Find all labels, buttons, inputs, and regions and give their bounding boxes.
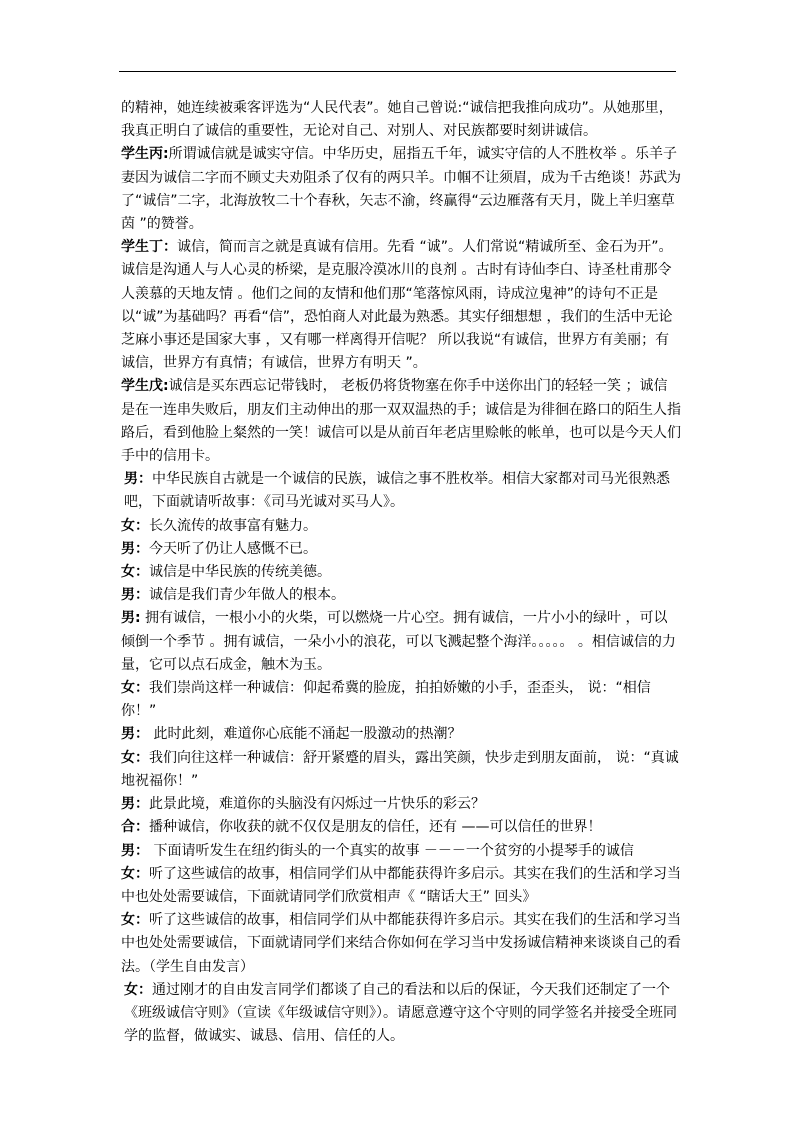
- paragraph: [121, 863, 681, 909]
- speaker-label: 男：: [121, 540, 149, 557]
- paragraph-text: 我们崇尚这样一种诚信：仰起希冀的脸庞，拍拍娇嫩的小手，歪歪头， 说：“相信你！”: [121, 680, 651, 720]
- speaker-label: 女：: [121, 564, 149, 581]
- paragraph: [121, 677, 681, 723]
- header-rule: [119, 71, 676, 72]
- paragraph: [121, 236, 681, 375]
- paragraph-text: 诚信，简而言之就是真诚有信用。先看 “诚”。人们常说“精诚所至、金石为开”。诚信是沟通人与人心灵的桥梁，是克服冷漠冰川的良剂 。古时有诗仙李白、诗圣杜甫那令人羡慕的天地友情 。他们之间的友情和他们那“笔落惊风雨，诗成泣鬼神”的诗句不正是以“诚”为基础吗？再看“信”，恐怕商人对此最为熟悉。其实仔细想想 ，我们的生活中无论芝麻小事还是国家大事 ，又有哪一样离得开信呢？ 所以我说“有诚信，世界方有美丽；有诚信，世界方有真情；有诚信，世界方有明天 ”。: [121, 239, 673, 372]
- paragraph-text: 长久流传的故事富有魅力。: [149, 517, 317, 534]
- paragraph-text: 通过刚才的自由发言同学们都谈了自己的看法和以后的保证，今天我们还制定了一个《班级诚信守则》（宣读《年级诚信守则》）。请愿意遵守这个守则的同学签名并接受全班同学的监督，做诚实、诚恳、信用、信任的人。: [124, 981, 677, 1045]
- speaker-label: 学生丙:: [121, 146, 169, 163]
- paragraph-text: 听了这些诚信的故事，相信同学们从中都能获得许多启示。其实在我们的生活和学习当中也处处需要诚信，下面就请同学们欣赏相声《 “瞎话大王” 回头》: [121, 865, 681, 905]
- paragraph-text: 所谓诚信就是诚实守信。中华历史，屈指五千年，诚实守信的人不胜枚举 。乐羊子妻因为诚信二字而不顾丈夫劝阻杀了仅有的两只羊。巾帼不让须眉，成为千古绝谈！苏武为了“诚信”二字，北海放牧二十个春秋，矢志不渝，终赢得“云边雁落有天月，陇上羊归塞草茵 ”的赞誉。: [121, 146, 681, 233]
- paragraph: [121, 561, 681, 584]
- paragraph: [121, 979, 681, 1049]
- speaker-label: 女：: [121, 680, 149, 697]
- speaker-label: 学生戊:: [121, 378, 169, 395]
- speaker-label: 男：: [121, 842, 149, 859]
- paragraph: [121, 607, 681, 677]
- paragraph: [121, 816, 681, 839]
- paragraph-text: 听了这些诚信的故事，相信同学们从中都能获得许多启示。其实在我们的生活和学习当中也处处需要诚信，下面就请同学们来结合你如何在学习当中发扬诚信精神来谈谈自己的看法。（学生自由发言）: [121, 912, 681, 975]
- paragraph: [121, 143, 681, 236]
- paragraph: [121, 97, 681, 143]
- paragraph: [121, 747, 681, 793]
- speaker-label: 女：: [121, 912, 149, 929]
- speaker-label: 女：: [121, 749, 149, 766]
- speaker-label: 男：: [121, 796, 149, 813]
- paragraph-text: 播种诚信，你收获的就不仅仅是朋友的信任，还有 ——可以信任的世界！: [149, 819, 602, 836]
- paragraph: [121, 375, 681, 468]
- paragraph-text: 此景此境，难道你的头脑没有闪烁过一片快乐的彩云？: [149, 796, 485, 813]
- paragraph: [121, 840, 681, 863]
- paragraph: [121, 723, 681, 746]
- paragraph: [121, 538, 681, 561]
- speaker-label: 男:: [121, 610, 141, 627]
- speaker-label: 男：: [124, 471, 152, 488]
- paragraph: [121, 793, 681, 816]
- speaker-label: 女：: [121, 517, 149, 534]
- paragraph: [121, 909, 681, 979]
- paragraph-text: 此时此刻，难道你心底能不涌起一股激动的热潮？: [149, 726, 462, 743]
- paragraph-text: 诚信是中华民族的传统美德。: [149, 564, 331, 581]
- paragraph: [121, 468, 681, 514]
- paragraph-text: 今天听了仍让人感慨不已。: [149, 540, 317, 557]
- speaker-label: 学生丁：: [121, 239, 177, 256]
- paragraph-text: 中华民族自古就是一个诚信的民族，诚信之事不胜枚举。相信大家都对司马光很熟悉吧，下面就请听故事：《司马光诚对买马人》。: [124, 471, 670, 511]
- speaker-label: 男：: [121, 726, 149, 743]
- paragraph-text: 拥有诚信，一根小小的火柴，可以燃烧一片心空。拥有诚信，一片小小的绿叶 ，可以倾倒一个季节 。拥有诚信，一朵小小的浪花，可以飞溅起整个海洋。。。。。 。相信诚信的力量，它可以点石成金，触木为玉。: [121, 610, 676, 673]
- paragraph: [121, 515, 681, 538]
- paragraph: [121, 584, 681, 607]
- paragraph-text: 下面请听发生在纽约街头的一个真实的故事 －－－一个贫穷的小提琴手的诚信: [149, 842, 634, 859]
- paragraph-text: 诚信是我们青少年做人的根本。: [149, 587, 345, 604]
- speaker-label: 合：: [121, 819, 149, 836]
- speaker-label: 女：: [124, 981, 152, 998]
- paragraph-text: 诚信是买东西忘记带钱时， 老板仍将货物塞在你手中送你出门的轻轻一笑 ；诚信是在一连串失败后，朋友们主动伸出的那一双双温热的手；诚信是为徘徊在路口的陌生人指路后，看到他脸上粲然的一笑！诚信可以是从前百年老店里赊帐的帐单，也可以是今天人们手中的信用卡。: [121, 378, 681, 465]
- paragraph-text: 我们向往这样一种诚信：舒开紧蹙的眉头，露出笑颜，快步走到朋友面前， 说：“真诚地祝福你！”: [121, 749, 679, 789]
- document-body: [121, 97, 681, 1048]
- paragraph-text: 的精神，她连续被乘客评选为“人民代表”。她自己曾说:“诚信把我推向成功”。从她那里，我真正明白了诚信的重要性，无论对自己、对别人、对民族都要时刻讲诚信。: [121, 100, 673, 140]
- speaker-label: 男：: [121, 587, 149, 604]
- speaker-label: 女：: [121, 865, 149, 882]
